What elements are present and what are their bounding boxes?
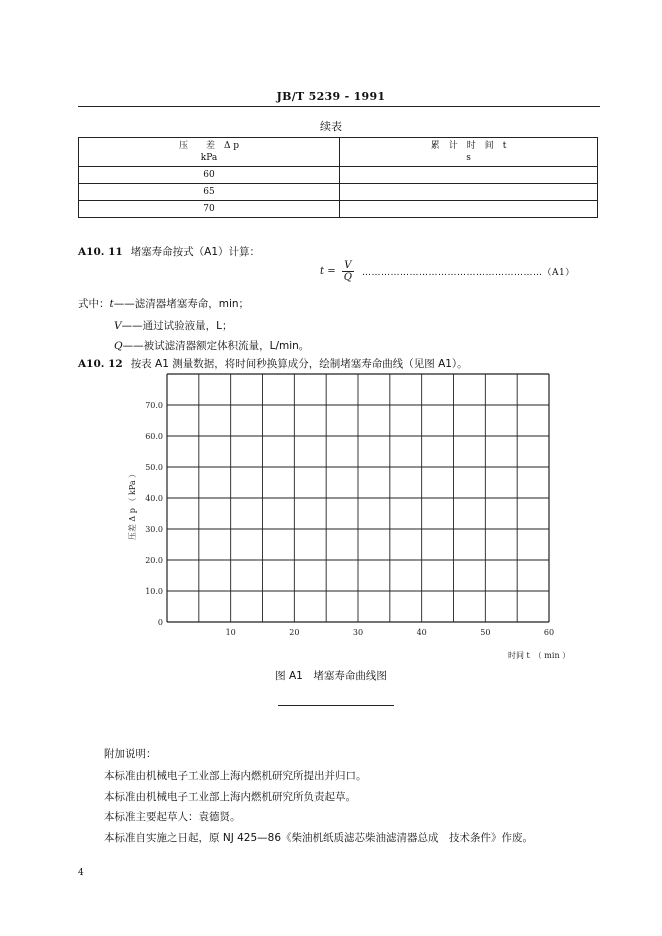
pressure-header-label: 压 差 Δ p	[178, 141, 240, 151]
formula-lhs: t =	[320, 266, 336, 277]
formula-reference: （A1）	[542, 268, 575, 278]
symbol-q: Q	[114, 340, 123, 352]
note-line: 本标准由机械电子工业部上海内燃机研究所负责起草。	[104, 791, 356, 803]
y-axis-label: 压差 Δ p （ kPa ）	[128, 469, 137, 541]
pressure-cell: 70	[79, 201, 340, 218]
y-tick-label: 20.0	[145, 556, 163, 565]
x-tick-label: 50	[480, 628, 491, 637]
x-tick-labels	[226, 628, 555, 637]
pressure-header-unit: kPa	[200, 153, 218, 163]
pressure-cell: 60	[79, 167, 340, 184]
t-description: ——滤清器堵塞寿命，min；	[113, 298, 250, 310]
standard-code-header: JB/T 5239 - 1991	[276, 90, 386, 103]
x-tick-label: 20	[289, 628, 300, 637]
pressure-cell: 65	[79, 184, 340, 201]
section-text: 按表 A1 测量数据，将时间秒换算成分，绘制堵塞寿命曲线（见图 A1）。	[130, 358, 468, 370]
note-line: 本标准由机械电子工业部上海内燃机研究所提出并归口。	[104, 770, 367, 782]
chart-grid	[167, 374, 549, 622]
x-tick-label: 10	[225, 628, 236, 637]
end-rule	[278, 705, 394, 706]
table-title: 续表	[320, 120, 342, 133]
q-description: ——被试滤清器额定体积流量，L/min。	[122, 340, 310, 352]
time-header-label: 累 计 时 间 t	[430, 141, 507, 151]
section-text: 堵塞寿命按式（A1）计算：	[130, 246, 261, 258]
x-tick-label: 60	[543, 628, 555, 637]
y-tick-labels	[145, 401, 163, 627]
section-number: A10. 12	[78, 358, 123, 370]
y-tick-label: 0	[157, 618, 163, 627]
time-header-unit: s	[466, 153, 471, 163]
y-tick-label: 30.0	[145, 525, 163, 534]
where-prefix: 式中：	[78, 298, 110, 310]
formula-numerator: V	[342, 260, 354, 272]
y-tick-label: 70.0	[145, 401, 163, 410]
page-number: 4	[78, 868, 84, 878]
figure-caption: 图 A1 堵塞寿命曲线图	[275, 670, 387, 682]
note-line: 本标准主要起草人：袁德贤。	[104, 811, 241, 823]
y-tick-label: 50.0	[145, 463, 163, 472]
note-line: 本标准自实施之日起，原 NJ 425—86《柴油机纸质滤芯柴油滤清器总成 技术条件》作废。	[104, 832, 534, 844]
symbol-t: t	[109, 298, 114, 310]
v-description: ——通过试验液量，L；	[121, 320, 233, 332]
notes-heading: 附加说明：	[104, 748, 157, 760]
x-tick-label: 40	[416, 628, 427, 637]
y-tick-label: 10.0	[145, 587, 163, 596]
formula-dots-text: …………………………………………………	[362, 268, 543, 278]
symbol-v: V	[114, 320, 122, 332]
y-tick-label: 60.0	[145, 432, 163, 441]
section-number: A10. 11	[78, 246, 123, 258]
x-axis-label: 时间 t （ min ）	[508, 651, 571, 660]
x-tick-label: 30	[352, 628, 364, 637]
y-tick-label: 40.0	[145, 494, 163, 503]
formula-denominator: Q	[343, 272, 352, 283]
